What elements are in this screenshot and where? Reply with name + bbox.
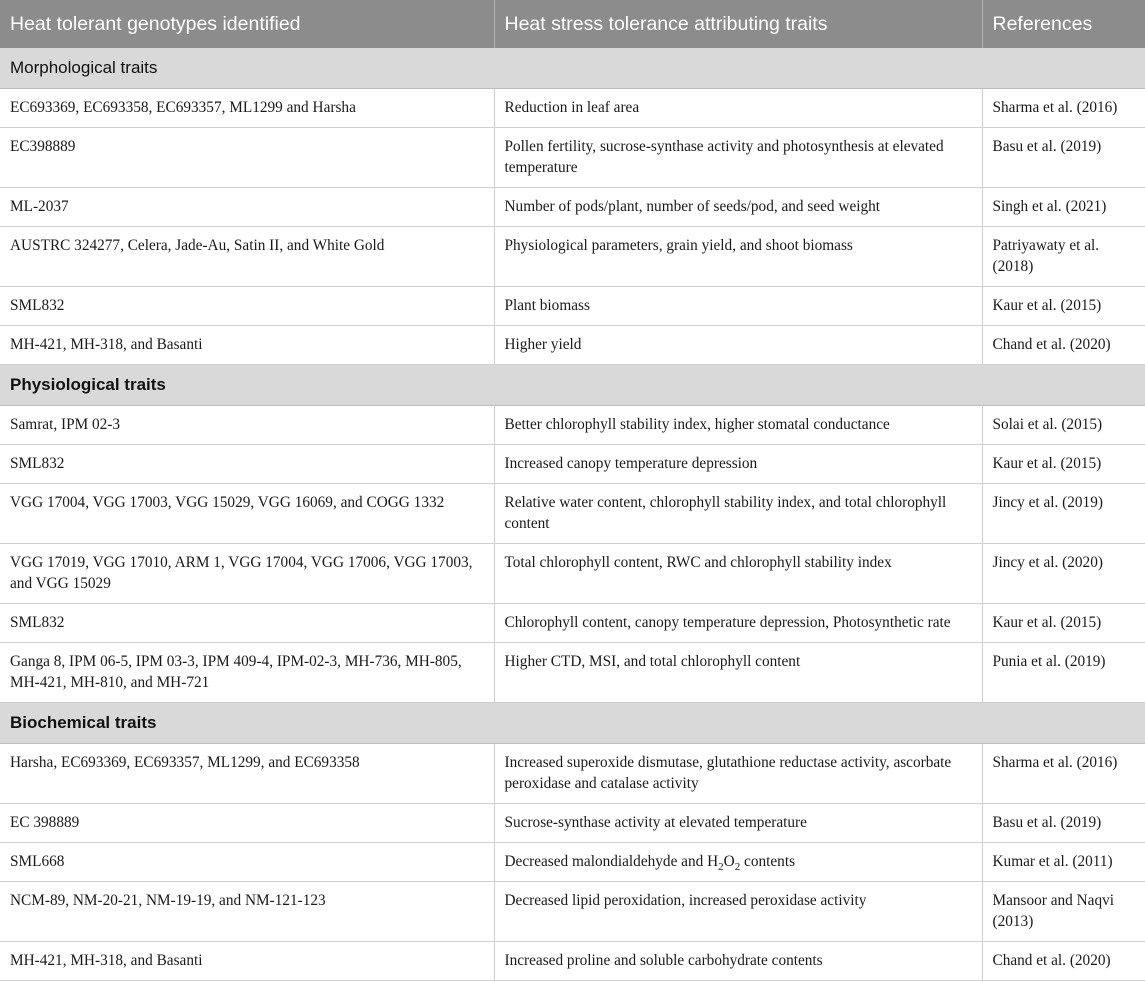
- section-title: Morphological traits: [0, 48, 1145, 89]
- genotypes-cell: Ganga 8, IPM 06-5, IPM 03-3, IPM 409-4, IPM-02-3, MH-736, MH-805, MH-421, MH-810, and MH-721: [0, 643, 494, 703]
- genotypes-cell: EC 398889: [0, 804, 494, 843]
- genotypes-cell: VGG 17019, VGG 17010, ARM 1, VGG 17004, VGG 17006, VGG 17003, and VGG 15029: [0, 544, 494, 604]
- header-genotypes: Heat tolerant genotypes identified: [0, 0, 494, 48]
- reference-cell: Jincy et al. (2020): [982, 544, 1145, 604]
- genotypes-cell: Samrat, IPM 02-3: [0, 406, 494, 445]
- genotypes-cell: MH-421, MH-318, and Basanti: [0, 326, 494, 365]
- genotypes-cell: SML832: [0, 287, 494, 326]
- traits-cell: Relative water content, chlorophyll stability index, and total chlorophyll content: [494, 484, 982, 544]
- traits-cell: Pollen fertility, sucrose-synthase activity and photosynthesis at elevated temperature: [494, 128, 982, 188]
- table-row: [0, 882, 1145, 942]
- reference-cell: Kaur et al. (2015): [982, 445, 1145, 484]
- section-row-morphological: [0, 48, 1145, 89]
- table-row: [0, 544, 1145, 604]
- traits-cell: Higher yield: [494, 326, 982, 365]
- reference-cell: Jincy et al. (2019): [982, 484, 1145, 544]
- traits-cell: Better chlorophyll stability index, higher stomatal conductance: [494, 406, 982, 445]
- traits-cell: Higher CTD, MSI, and total chlorophyll content: [494, 643, 982, 703]
- reference-cell: Punia et al. (2019): [982, 643, 1145, 703]
- traits-text-pre: Decreased malondialdehyde and H: [504, 853, 719, 870]
- reference-cell: Basu et al. (2019): [982, 128, 1145, 188]
- traits-cell: Decreased lipid peroxidation, increased peroxidase activity: [494, 882, 982, 942]
- reference-cell: Sharma et al. (2016): [982, 744, 1145, 804]
- section-row-biochemical: [0, 703, 1145, 744]
- traits-cell: Chlorophyll content, canopy temperature depression, Photosynthetic rate: [494, 604, 982, 643]
- genotypes-cell: AUSTRC 324277, Celera, Jade-Au, Satin II, and White Gold: [0, 227, 494, 287]
- table-row: [0, 406, 1145, 445]
- genotypes-cell: MH-421, MH-318, and Basanti: [0, 942, 494, 981]
- traits-cell: [494, 843, 982, 882]
- traits-text-mid: O: [723, 853, 735, 870]
- subscript-2: 2: [718, 861, 724, 874]
- traits-cell: Plant biomass: [494, 287, 982, 326]
- traits-cell: Reduction in leaf area: [494, 89, 982, 128]
- table-row: [0, 744, 1145, 804]
- genotypes-cell: SML668: [0, 843, 494, 882]
- traits-cell: Increased canopy temperature depression: [494, 445, 982, 484]
- genotypes-cell: VGG 17004, VGG 17003, VGG 15029, VGG 16069, and COGG 1332: [0, 484, 494, 544]
- table-row: [0, 942, 1145, 981]
- reference-cell: Kaur et al. (2015): [982, 287, 1145, 326]
- header-row: [0, 0, 1145, 48]
- header-traits: Heat stress tolerance attributing traits: [494, 0, 982, 48]
- table-row: [0, 843, 1145, 882]
- traits-cell: Increased proline and soluble carbohydrate contents: [494, 942, 982, 981]
- table-row: [0, 227, 1145, 287]
- table-row: [0, 445, 1145, 484]
- reference-cell: Patriyawaty et al. (2018): [982, 227, 1145, 287]
- genotypes-cell: SML832: [0, 604, 494, 643]
- section-title: Physiological traits: [0, 365, 1145, 406]
- reference-cell: Chand et al. (2020): [982, 942, 1145, 981]
- section-title: Biochemical traits: [0, 703, 1145, 744]
- header-references: References: [982, 0, 1145, 48]
- traits-text-post: contents: [740, 853, 796, 870]
- table-row: [0, 643, 1145, 703]
- reference-cell: Mansoor and Naqvi (2013): [982, 882, 1145, 942]
- genotypes-cell: ML-2037: [0, 188, 494, 227]
- table-row: [0, 128, 1145, 188]
- genotypes-cell: SML832: [0, 445, 494, 484]
- table-row: [0, 804, 1145, 843]
- reference-cell: Basu et al. (2019): [982, 804, 1145, 843]
- genotypes-cell: Harsha, EC693369, EC693357, ML1299, and EC693358: [0, 744, 494, 804]
- subscript-2: 2: [734, 861, 741, 874]
- genotypes-cell: EC398889: [0, 128, 494, 188]
- traits-cell: Increased superoxide dismutase, glutathione reductase activity, ascorbate peroxidase and catalase activity: [494, 744, 982, 804]
- traits-cell: Number of pods/plant, number of seeds/pod, and seed weight: [494, 188, 982, 227]
- table-row: [0, 188, 1145, 227]
- table-row: [0, 326, 1145, 365]
- traits-cell: Sucrose-synthase activity at elevated temperature: [494, 804, 982, 843]
- reference-cell: Kaur et al. (2015): [982, 604, 1145, 643]
- traits-cell: Physiological parameters, grain yield, and shoot biomass: [494, 227, 982, 287]
- reference-cell: Singh et al. (2021): [982, 188, 1145, 227]
- table-row: [0, 287, 1145, 326]
- section-row-physiological: [0, 365, 1145, 406]
- genotypes-cell: EC693369, EC693358, EC693357, ML1299 and Harsha: [0, 89, 494, 128]
- table-row: [0, 484, 1145, 544]
- genotypes-cell: NCM-89, NM-20-21, NM-19-19, and NM-121-123: [0, 882, 494, 942]
- table-row: [0, 89, 1145, 128]
- traits-cell: Total chlorophyll content, RWC and chlorophyll stability index: [494, 544, 982, 604]
- reference-cell: Kumar et al. (2011): [982, 843, 1145, 882]
- reference-cell: Solai et al. (2015): [982, 406, 1145, 445]
- reference-cell: Sharma et al. (2016): [982, 89, 1145, 128]
- reference-cell: Chand et al. (2020): [982, 326, 1145, 365]
- table-row: [0, 604, 1145, 643]
